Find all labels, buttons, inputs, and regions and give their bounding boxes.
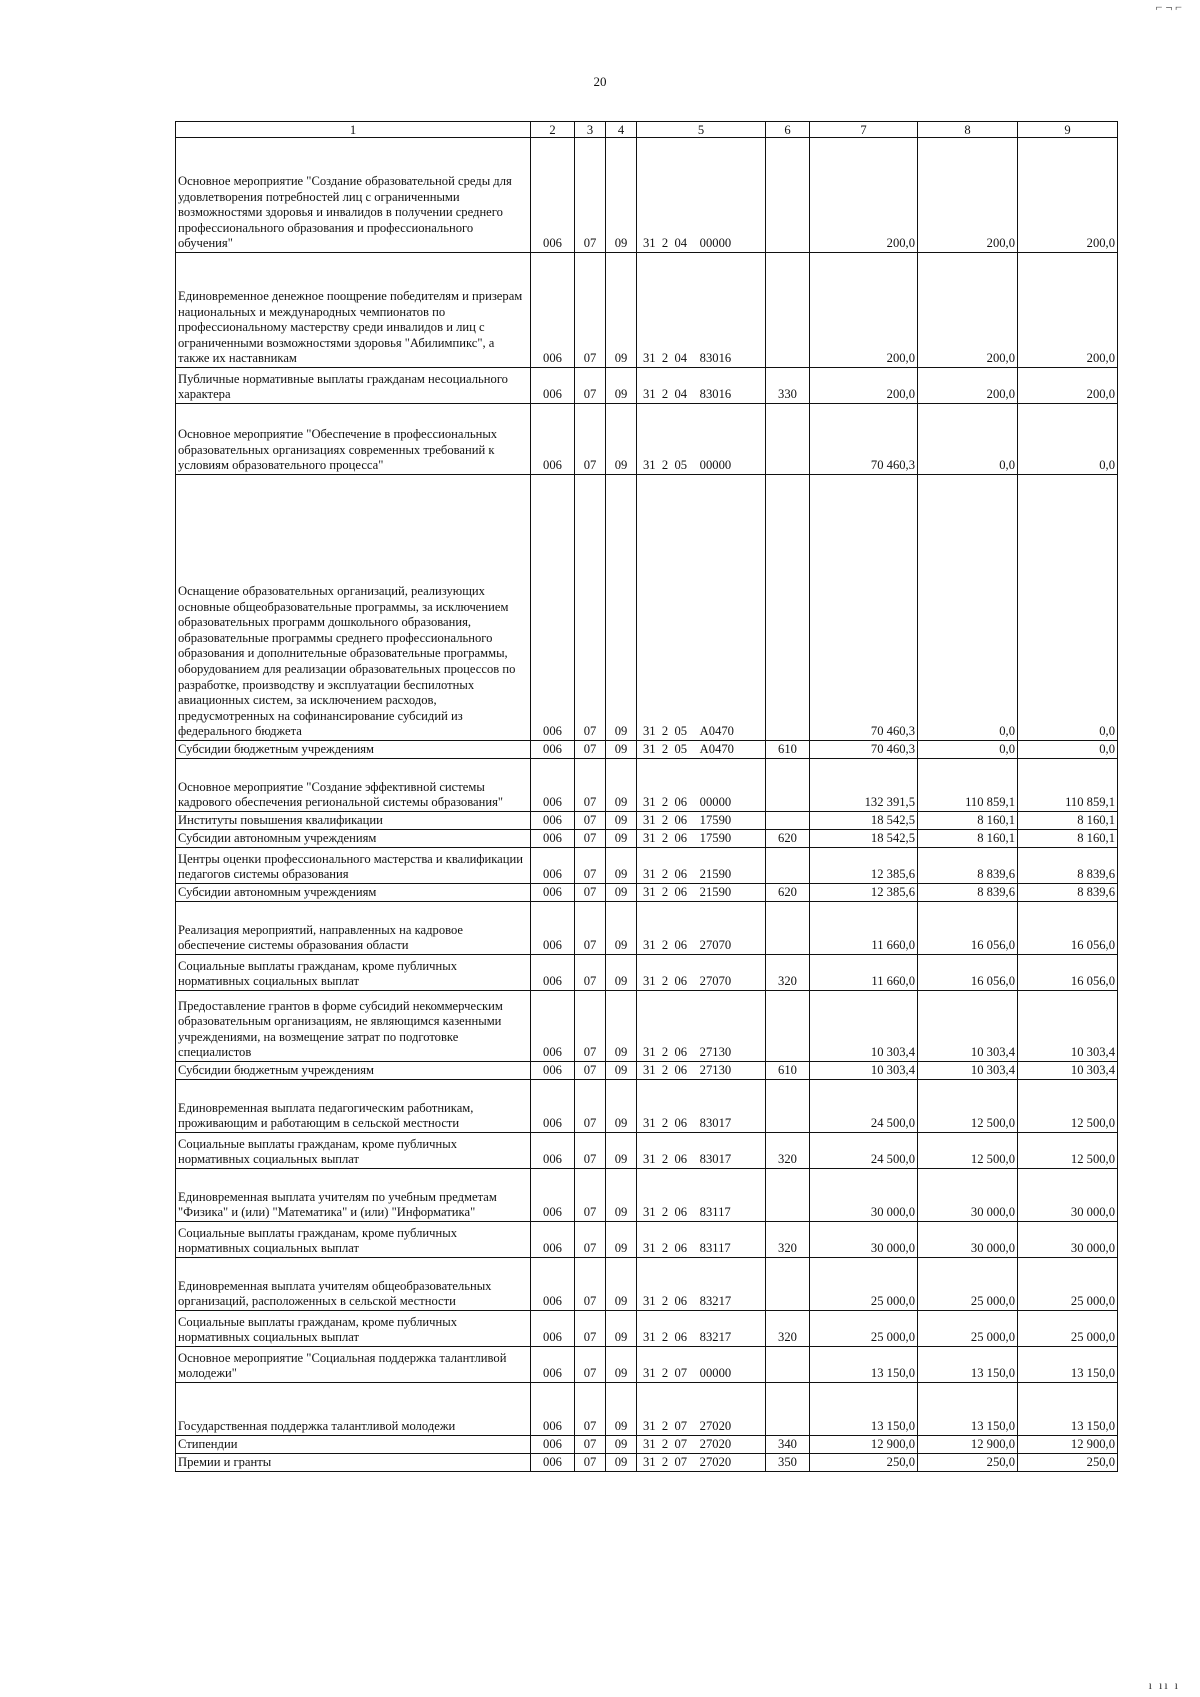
- row-subsection-cell: 09: [606, 475, 637, 741]
- header-cell: 2: [531, 122, 575, 138]
- row-target-article-cell: 31 2 06 21590: [637, 848, 766, 884]
- row-amount-col8-cell: 16 056,0: [918, 902, 1018, 955]
- row-amount-col7-cell: 30 000,0: [810, 1222, 918, 1258]
- row-amount-col8-cell: 30 000,0: [918, 1169, 1018, 1222]
- row-section-cell: 07: [575, 884, 606, 902]
- row-amount-col8-cell: 25 000,0: [918, 1258, 1018, 1311]
- table-row: [176, 1258, 1118, 1311]
- row-name-cell: Субсидии бюджетным учреждениям: [176, 741, 531, 759]
- row-name-cell: Стипендии: [176, 1436, 531, 1454]
- table-row: [176, 830, 1118, 848]
- row-target-article-cell: 31 2 06 27070: [637, 955, 766, 991]
- table-row: [176, 1311, 1118, 1347]
- row-amount-col9-cell: 12 500,0: [1018, 1080, 1118, 1133]
- row-grbs-cell: 006: [531, 1080, 575, 1133]
- row-grbs-cell: 006: [531, 902, 575, 955]
- row-target-article-cell: 31 2 06 27070: [637, 902, 766, 955]
- row-amount-col7-cell: 132 391,5: [810, 759, 918, 812]
- row-amount-col9-cell: 16 056,0: [1018, 955, 1118, 991]
- table-body: [176, 138, 1118, 1472]
- row-target-article-cell: 31 2 06 17590: [637, 830, 766, 848]
- row-section-cell: 07: [575, 848, 606, 884]
- row-amount-col8-cell: 12 500,0: [918, 1133, 1018, 1169]
- table-row: [176, 1347, 1118, 1383]
- row-name-cell: Единовременная выплата учителям по учебным предметам "Физика" и (или) "Математика" и (или) "Информатика": [176, 1169, 531, 1222]
- scan-mark: ⌐ ¬ ⌐: [1155, 0, 1182, 14]
- row-grbs-cell: 006: [531, 759, 575, 812]
- header-cell: 6: [766, 122, 810, 138]
- row-target-article-cell: 31 2 07 27020: [637, 1383, 766, 1436]
- row-subsection-cell: 09: [606, 741, 637, 759]
- row-name-cell: Субсидии автономным учреждениям: [176, 884, 531, 902]
- row-section-cell: 07: [575, 1383, 606, 1436]
- row-amount-col8-cell: 13 150,0: [918, 1347, 1018, 1383]
- row-expense-type-cell: [766, 253, 810, 368]
- row-subsection-cell: 09: [606, 1383, 637, 1436]
- row-subsection-cell: 09: [606, 1347, 637, 1383]
- row-grbs-cell: 006: [531, 1222, 575, 1258]
- row-name-cell: Основное мероприятие "Социальная поддержка талантливой молодежи": [176, 1347, 531, 1383]
- row-amount-col8-cell: 16 056,0: [918, 955, 1018, 991]
- row-expense-type-cell: [766, 1258, 810, 1311]
- row-amount-col8-cell: 10 303,4: [918, 1062, 1018, 1080]
- row-section-cell: 07: [575, 741, 606, 759]
- row-amount-col9-cell: 250,0: [1018, 1454, 1118, 1472]
- row-section-cell: 07: [575, 759, 606, 812]
- row-grbs-cell: 006: [531, 884, 575, 902]
- row-amount-col7-cell: 18 542,5: [810, 812, 918, 830]
- table-row: [176, 848, 1118, 884]
- row-target-article-cell: 31 2 05 А0470: [637, 475, 766, 741]
- row-section-cell: 07: [575, 1347, 606, 1383]
- row-grbs-cell: 006: [531, 1311, 575, 1347]
- row-amount-col7-cell: 70 460,3: [810, 475, 918, 741]
- table-row: [176, 1436, 1118, 1454]
- row-amount-col9-cell: 8 839,6: [1018, 848, 1118, 884]
- row-subsection-cell: 09: [606, 830, 637, 848]
- row-amount-col8-cell: 0,0: [918, 475, 1018, 741]
- row-section-cell: 07: [575, 475, 606, 741]
- header-cell: 9: [1018, 122, 1118, 138]
- row-amount-col9-cell: 8 160,1: [1018, 830, 1118, 848]
- row-target-article-cell: 31 2 06 83117: [637, 1222, 766, 1258]
- row-name-cell: Основное мероприятие "Создание образовательной среды для удовлетворения потребностей лиц с ограниченными возможностями здоровья и инвалидов в получении среднего профессионального образования и профессионального обучения": [176, 138, 531, 253]
- row-expense-type-cell: 330: [766, 368, 810, 404]
- row-grbs-cell: 006: [531, 1133, 575, 1169]
- row-name-cell: Основное мероприятие "Создание эффективной системы кадрового обеспечения региональной системы образования": [176, 759, 531, 812]
- row-target-article-cell: 31 2 05 А0470: [637, 741, 766, 759]
- row-grbs-cell: 006: [531, 138, 575, 253]
- row-amount-col9-cell: 0,0: [1018, 475, 1118, 741]
- table-row: [176, 253, 1118, 368]
- row-expense-type-cell: [766, 848, 810, 884]
- row-target-article-cell: 31 2 06 83017: [637, 1133, 766, 1169]
- row-subsection-cell: 09: [606, 955, 637, 991]
- row-expense-type-cell: [766, 812, 810, 830]
- row-grbs-cell: 006: [531, 253, 575, 368]
- row-amount-col7-cell: 12 385,6: [810, 884, 918, 902]
- row-amount-col8-cell: 10 303,4: [918, 991, 1018, 1062]
- row-amount-col7-cell: 11 660,0: [810, 902, 918, 955]
- row-expense-type-cell: 320: [766, 1133, 810, 1169]
- row-expense-type-cell: [766, 1080, 810, 1133]
- row-amount-col7-cell: 200,0: [810, 253, 918, 368]
- row-amount-col9-cell: 25 000,0: [1018, 1258, 1118, 1311]
- row-section-cell: 07: [575, 991, 606, 1062]
- row-expense-type-cell: 350: [766, 1454, 810, 1472]
- row-expense-type-cell: [766, 1347, 810, 1383]
- row-section-cell: 07: [575, 1258, 606, 1311]
- header-row: [176, 122, 1118, 138]
- row-subsection-cell: 09: [606, 848, 637, 884]
- row-amount-col7-cell: 24 500,0: [810, 1133, 918, 1169]
- row-expense-type-cell: 620: [766, 884, 810, 902]
- row-name-cell: Субсидии бюджетным учреждениям: [176, 1062, 531, 1080]
- row-amount-col9-cell: 16 056,0: [1018, 902, 1118, 955]
- row-name-cell: Государственная поддержка талантливой молодежи: [176, 1383, 531, 1436]
- row-target-article-cell: 31 2 07 27020: [637, 1436, 766, 1454]
- row-expense-type-cell: 610: [766, 741, 810, 759]
- row-amount-col7-cell: 12 900,0: [810, 1436, 918, 1454]
- row-subsection-cell: 09: [606, 1133, 637, 1169]
- row-amount-col7-cell: 10 303,4: [810, 991, 918, 1062]
- row-subsection-cell: 09: [606, 253, 637, 368]
- row-subsection-cell: 09: [606, 368, 637, 404]
- table-row: [176, 138, 1118, 253]
- row-amount-col8-cell: 8 839,6: [918, 884, 1018, 902]
- row-section-cell: 07: [575, 1169, 606, 1222]
- row-grbs-cell: 006: [531, 1169, 575, 1222]
- table-row: [176, 884, 1118, 902]
- header-cell: 4: [606, 122, 637, 138]
- header-cell: 7: [810, 122, 918, 138]
- row-expense-type-cell: [766, 475, 810, 741]
- row-section-cell: 07: [575, 404, 606, 475]
- row-target-article-cell: 31 2 06 27130: [637, 1062, 766, 1080]
- row-subsection-cell: 09: [606, 1062, 637, 1080]
- row-target-article-cell: 31 2 04 83016: [637, 253, 766, 368]
- row-subsection-cell: 09: [606, 1436, 637, 1454]
- row-expense-type-cell: [766, 1169, 810, 1222]
- row-expense-type-cell: [766, 759, 810, 812]
- row-grbs-cell: 006: [531, 955, 575, 991]
- row-amount-col8-cell: 12 900,0: [918, 1436, 1018, 1454]
- row-name-cell: Институты повышения квалификации: [176, 812, 531, 830]
- row-section-cell: 07: [575, 955, 606, 991]
- row-name-cell: Субсидии автономным учреждениям: [176, 830, 531, 848]
- row-subsection-cell: 09: [606, 1169, 637, 1222]
- row-subsection-cell: 09: [606, 404, 637, 475]
- budget-table: [175, 121, 1118, 1472]
- table-row: [176, 368, 1118, 404]
- row-amount-col7-cell: 18 542,5: [810, 830, 918, 848]
- header-cell: 5: [637, 122, 766, 138]
- row-target-article-cell: 31 2 06 83217: [637, 1311, 766, 1347]
- row-target-article-cell: 31 2 06 83217: [637, 1258, 766, 1311]
- row-section-cell: 07: [575, 1133, 606, 1169]
- row-grbs-cell: 006: [531, 1454, 575, 1472]
- row-target-article-cell: 31 2 07 00000: [637, 1347, 766, 1383]
- row-section-cell: 07: [575, 1080, 606, 1133]
- row-target-article-cell: 31 2 06 17590: [637, 812, 766, 830]
- scan-mark: ı ıı ı: [1148, 1678, 1180, 1692]
- table-row: [176, 1383, 1118, 1436]
- row-section-cell: 07: [575, 902, 606, 955]
- row-amount-col9-cell: 110 859,1: [1018, 759, 1118, 812]
- row-amount-col8-cell: 13 150,0: [918, 1383, 1018, 1436]
- row-amount-col7-cell: 250,0: [810, 1454, 918, 1472]
- row-expense-type-cell: 320: [766, 1311, 810, 1347]
- row-amount-col9-cell: 10 303,4: [1018, 1062, 1118, 1080]
- row-grbs-cell: 006: [531, 1436, 575, 1454]
- table-row: [176, 991, 1118, 1062]
- row-subsection-cell: 09: [606, 884, 637, 902]
- row-amount-col8-cell: 0,0: [918, 741, 1018, 759]
- row-grbs-cell: 006: [531, 1383, 575, 1436]
- row-name-cell: Предоставление грантов в форме субсидий некоммерческим образовательным организациям, не являющимся казенными учреждениями, на возмещение затрат по подготовке специалистов: [176, 991, 531, 1062]
- row-amount-col7-cell: 30 000,0: [810, 1169, 918, 1222]
- row-grbs-cell: 006: [531, 812, 575, 830]
- row-name-cell: Премии и гранты: [176, 1454, 531, 1472]
- table-row: [176, 1454, 1118, 1472]
- row-subsection-cell: 09: [606, 1080, 637, 1133]
- row-amount-col7-cell: 200,0: [810, 138, 918, 253]
- row-name-cell: Социальные выплаты гражданам, кроме публичных нормативных социальных выплат: [176, 1222, 531, 1258]
- row-name-cell: Единовременная выплата учителям общеобразовательных организаций, расположенных в сельской местности: [176, 1258, 531, 1311]
- row-target-article-cell: 31 2 04 00000: [637, 138, 766, 253]
- table-row: [176, 759, 1118, 812]
- table-row: [176, 1080, 1118, 1133]
- row-amount-col9-cell: 200,0: [1018, 253, 1118, 368]
- row-amount-col7-cell: 13 150,0: [810, 1347, 918, 1383]
- row-name-cell: Социальные выплаты гражданам, кроме публичных нормативных социальных выплат: [176, 955, 531, 991]
- row-target-article-cell: 31 2 06 21590: [637, 884, 766, 902]
- row-grbs-cell: 006: [531, 1258, 575, 1311]
- row-name-cell: Социальные выплаты гражданам, кроме публичных нормативных социальных выплат: [176, 1311, 531, 1347]
- row-subsection-cell: 09: [606, 1454, 637, 1472]
- row-target-article-cell: 31 2 06 27130: [637, 991, 766, 1062]
- row-grbs-cell: 006: [531, 475, 575, 741]
- row-amount-col8-cell: 12 500,0: [918, 1080, 1018, 1133]
- row-target-article-cell: 31 2 07 27020: [637, 1454, 766, 1472]
- table-row: [176, 1222, 1118, 1258]
- row-amount-col8-cell: 8 160,1: [918, 812, 1018, 830]
- row-amount-col9-cell: 13 150,0: [1018, 1383, 1118, 1436]
- row-expense-type-cell: [766, 902, 810, 955]
- row-amount-col8-cell: 250,0: [918, 1454, 1018, 1472]
- row-amount-col8-cell: 8 160,1: [918, 830, 1018, 848]
- row-expense-type-cell: 320: [766, 955, 810, 991]
- row-amount-col8-cell: 0,0: [918, 404, 1018, 475]
- row-name-cell: Оснащение образовательных организаций, реализующих основные общеобразовательные программы, за исключением образовательных программ дошкольного образования, образовательные программы среднего профессионального образования и дополнительные образовательные программы, оборудованием для реализации образовательных процессов по разработке, производству и эксплуатации беспилотных авиационных систем, за исключением расходов, предусмотренных на софинансирование субсидий из федерального бюджета: [176, 475, 531, 741]
- row-amount-col9-cell: 30 000,0: [1018, 1169, 1118, 1222]
- row-expense-type-cell: [766, 404, 810, 475]
- row-grbs-cell: 006: [531, 368, 575, 404]
- row-grbs-cell: 006: [531, 1347, 575, 1383]
- table-row: [176, 404, 1118, 475]
- table-header: [176, 122, 1118, 138]
- row-name-cell: Публичные нормативные выплаты гражданам несоциального характера: [176, 368, 531, 404]
- table-row: [176, 812, 1118, 830]
- row-amount-col8-cell: 30 000,0: [918, 1222, 1018, 1258]
- row-amount-col7-cell: 24 500,0: [810, 1080, 918, 1133]
- row-name-cell: Социальные выплаты гражданам, кроме публичных нормативных социальных выплат: [176, 1133, 531, 1169]
- row-name-cell: Единовременное денежное поощрение победителям и призерам национальных и международных чемпионатов по профессиональному мастерству среди инвалидов и лиц с ограниченными возможностями здоровья "Абилимпикс", а также их наставникам: [176, 253, 531, 368]
- table-row: [176, 1169, 1118, 1222]
- row-section-cell: 07: [575, 1222, 606, 1258]
- row-amount-col8-cell: 8 839,6: [918, 848, 1018, 884]
- row-grbs-cell: 006: [531, 1062, 575, 1080]
- row-amount-col9-cell: 0,0: [1018, 404, 1118, 475]
- row-amount-col7-cell: 11 660,0: [810, 955, 918, 991]
- row-grbs-cell: 006: [531, 848, 575, 884]
- row-amount-col9-cell: 13 150,0: [1018, 1347, 1118, 1383]
- row-expense-type-cell: 320: [766, 1222, 810, 1258]
- row-grbs-cell: 006: [531, 830, 575, 848]
- row-section-cell: 07: [575, 1311, 606, 1347]
- row-amount-col7-cell: 12 385,6: [810, 848, 918, 884]
- row-amount-col9-cell: 30 000,0: [1018, 1222, 1118, 1258]
- row-amount-col7-cell: 25 000,0: [810, 1311, 918, 1347]
- row-section-cell: 07: [575, 368, 606, 404]
- row-amount-col8-cell: 110 859,1: [918, 759, 1018, 812]
- header-cell: 3: [575, 122, 606, 138]
- row-target-article-cell: 31 2 05 00000: [637, 404, 766, 475]
- header-cell: 1: [176, 122, 531, 138]
- row-section-cell: 07: [575, 1454, 606, 1472]
- row-name-cell: Основное мероприятие "Обеспечение в профессиональных образовательных организациях современных требований к условиям образовательного процесса": [176, 404, 531, 475]
- row-amount-col8-cell: 200,0: [918, 368, 1018, 404]
- row-name-cell: Единовременная выплата педагогическим работникам, проживающим и работающим в сельской местности: [176, 1080, 531, 1133]
- row-amount-col7-cell: 200,0: [810, 368, 918, 404]
- row-amount-col9-cell: 12 900,0: [1018, 1436, 1118, 1454]
- row-section-cell: 07: [575, 830, 606, 848]
- row-target-article-cell: 31 2 06 00000: [637, 759, 766, 812]
- row-grbs-cell: 006: [531, 404, 575, 475]
- row-subsection-cell: 09: [606, 1222, 637, 1258]
- table-row: [176, 1133, 1118, 1169]
- row-expense-type-cell: 610: [766, 1062, 810, 1080]
- row-amount-col8-cell: 200,0: [918, 253, 1018, 368]
- row-amount-col9-cell: 25 000,0: [1018, 1311, 1118, 1347]
- row-section-cell: 07: [575, 1062, 606, 1080]
- table-row: [176, 741, 1118, 759]
- row-grbs-cell: 006: [531, 991, 575, 1062]
- row-expense-type-cell: 340: [766, 1436, 810, 1454]
- row-target-article-cell: 31 2 04 83016: [637, 368, 766, 404]
- table-row: [176, 1062, 1118, 1080]
- row-name-cell: Реализация мероприятий, направленных на кадровое обеспечение системы образования области: [176, 902, 531, 955]
- row-section-cell: 07: [575, 253, 606, 368]
- row-expense-type-cell: 620: [766, 830, 810, 848]
- row-subsection-cell: 09: [606, 1311, 637, 1347]
- row-amount-col7-cell: 25 000,0: [810, 1258, 918, 1311]
- row-amount-col7-cell: 70 460,3: [810, 741, 918, 759]
- row-subsection-cell: 09: [606, 1258, 637, 1311]
- row-subsection-cell: 09: [606, 759, 637, 812]
- row-amount-col9-cell: 8 839,6: [1018, 884, 1118, 902]
- row-subsection-cell: 09: [606, 902, 637, 955]
- table-row: [176, 902, 1118, 955]
- header-cell: 8: [918, 122, 1018, 138]
- row-amount-col9-cell: 200,0: [1018, 368, 1118, 404]
- row-amount-col8-cell: 25 000,0: [918, 1311, 1018, 1347]
- row-amount-col9-cell: 0,0: [1018, 741, 1118, 759]
- row-amount-col9-cell: 12 500,0: [1018, 1133, 1118, 1169]
- row-expense-type-cell: [766, 138, 810, 253]
- row-section-cell: 07: [575, 1436, 606, 1454]
- page-number: 20: [593, 74, 607, 89]
- row-grbs-cell: 006: [531, 741, 575, 759]
- table-row: [176, 475, 1118, 741]
- row-amount-col9-cell: 200,0: [1018, 138, 1118, 253]
- row-subsection-cell: 09: [606, 812, 637, 830]
- row-target-article-cell: 31 2 06 83117: [637, 1169, 766, 1222]
- row-name-cell: Центры оценки профессионального мастерства и квалификации педагогов системы образования: [176, 848, 531, 884]
- row-section-cell: 07: [575, 138, 606, 253]
- row-target-article-cell: 31 2 06 83017: [637, 1080, 766, 1133]
- row-expense-type-cell: [766, 1383, 810, 1436]
- row-amount-col9-cell: 8 160,1: [1018, 812, 1118, 830]
- row-subsection-cell: 09: [606, 138, 637, 253]
- row-amount-col7-cell: 70 460,3: [810, 404, 918, 475]
- row-amount-col8-cell: 200,0: [918, 138, 1018, 253]
- row-amount-col7-cell: 10 303,4: [810, 1062, 918, 1080]
- row-section-cell: 07: [575, 812, 606, 830]
- table-row: [176, 955, 1118, 991]
- row-amount-col7-cell: 13 150,0: [810, 1383, 918, 1436]
- row-subsection-cell: 09: [606, 991, 637, 1062]
- row-expense-type-cell: [766, 991, 810, 1062]
- row-amount-col9-cell: 10 303,4: [1018, 991, 1118, 1062]
